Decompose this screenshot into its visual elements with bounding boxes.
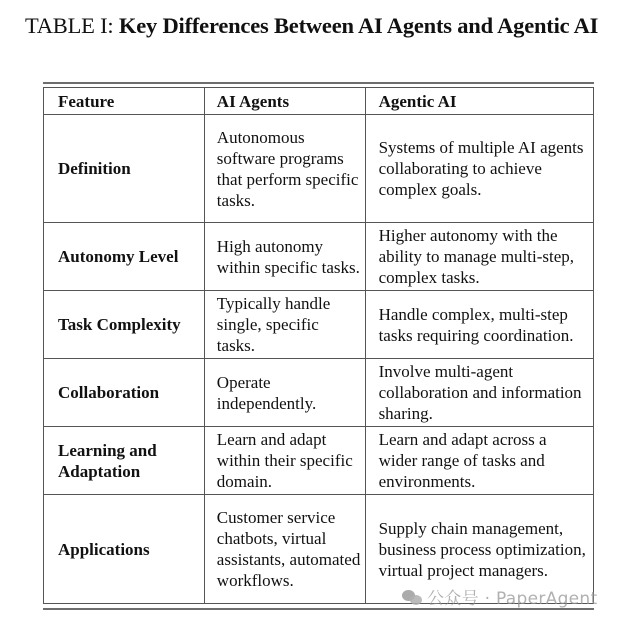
header-feature: Feature — [44, 88, 205, 115]
header-ai-agents: AI Agents — [204, 88, 365, 115]
top-rule — [43, 82, 594, 84]
agentic-ai-cell: Higher autonomy with the ability to manage multi-step, complex tasks. — [365, 223, 593, 291]
ai-agents-cell: High autonomy within specific tasks. — [204, 223, 365, 291]
caption-title: Key Differences Between AI Agents and Agentic AI — [118, 13, 599, 38]
agentic-ai-cell: Handle complex, multi-step tasks requiring coordination. — [365, 291, 593, 359]
caption-label: TABLE I: — [25, 13, 114, 38]
feature-cell: Definition — [44, 115, 205, 223]
table-caption — [25, 12, 620, 39]
watermark — [402, 584, 597, 609]
feature-cell: Learning and Adaptation — [44, 427, 205, 495]
comparison-table — [43, 87, 594, 604]
agentic-ai-cell: Supply chain management, business process optimization, virtual project managers. — [365, 495, 593, 604]
agentic-ai-cell: Systems of multiple AI agents collaborating to achieve complex goals. — [365, 115, 593, 223]
header-agentic-ai: Agentic AI — [365, 88, 593, 115]
feature-cell: Task Complexity — [44, 291, 205, 359]
table-row — [44, 223, 594, 291]
table-row — [44, 115, 594, 223]
feature-cell: Applications — [44, 495, 205, 604]
header-row — [44, 88, 594, 115]
ai-agents-cell: Operate independently. — [204, 359, 365, 427]
ai-agents-cell: Autonomous software programs that perform specific tasks. — [204, 115, 365, 223]
table-row — [44, 427, 594, 495]
feature-cell: Collaboration — [44, 359, 205, 427]
ai-agents-cell: Learn and adapt within their specific domain. — [204, 427, 365, 495]
table-row — [44, 359, 594, 427]
watermark-text: 公众号 · PaperAgent — [427, 589, 598, 609]
ai-agents-cell: Customer service chatbots, virtual assistants, automated workflows. — [204, 495, 365, 604]
table-row — [44, 291, 594, 359]
agentic-ai-cell: Learn and adapt across a wider range of tasks and environments. — [365, 427, 593, 495]
agentic-ai-cell: Involve multi-agent collaboration and information sharing. — [365, 359, 593, 427]
ai-agents-cell: Typically handle single, specific tasks. — [204, 291, 365, 359]
wechat-icon — [402, 590, 422, 605]
feature-cell: Autonomy Level — [44, 223, 205, 291]
